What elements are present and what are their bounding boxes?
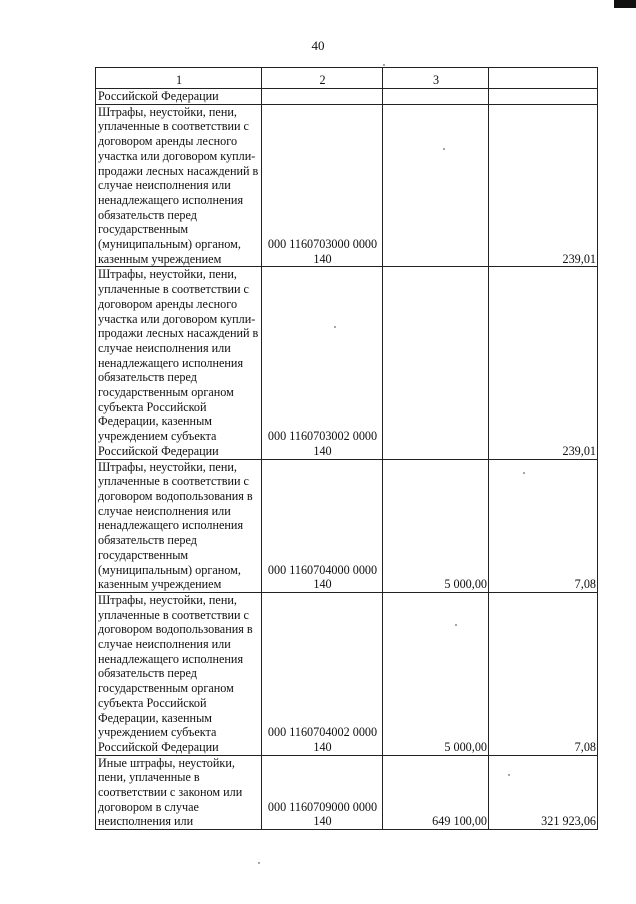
scan-speck xyxy=(508,774,510,776)
table-row xyxy=(96,104,598,267)
row-code: 000 1160703002 0000 140 xyxy=(262,267,383,459)
table-row xyxy=(96,267,598,459)
row-code: 000 1160704000 0000 140 xyxy=(262,459,383,592)
table-header-row xyxy=(96,68,598,89)
row-plan: 5 000,00 xyxy=(383,592,489,755)
row-actual: 321 923,06 xyxy=(489,755,598,830)
scan-speck xyxy=(443,148,445,150)
header-col-2: 2 xyxy=(262,68,383,89)
table-row xyxy=(96,459,598,592)
empty-cell xyxy=(489,89,598,105)
continuation-text: Российской Федерации xyxy=(96,89,262,105)
row-description: Штрафы, неустойки, пени, уплаченные в соответствии с договором аренды лесного участка или договором купли-продажи лесных насаждений в случае неисполнения или ненадлежащего исполнения обязательств перед государственным (муниципальным) органом, казенным учреждением xyxy=(96,104,262,267)
row-actual: 239,01 xyxy=(489,104,598,267)
row-code: 000 1160704002 0000 140 xyxy=(262,592,383,755)
row-code: 000 1160703000 0000 140 xyxy=(262,104,383,267)
row-plan xyxy=(383,104,489,267)
row-actual: 239,01 xyxy=(489,267,598,459)
row-actual: 7,08 xyxy=(489,592,598,755)
scan-speck xyxy=(455,624,457,626)
page-number: 40 xyxy=(311,38,325,53)
row-description: Иные штрафы, неустойки, пени, уплаченные в соответствии с законом или договором в случае неисполнения или xyxy=(96,755,262,830)
scan-corner-mark xyxy=(614,0,636,8)
scan-speck xyxy=(523,472,525,474)
row-plan: 5 000,00 xyxy=(383,459,489,592)
header-col-1: 1 xyxy=(96,68,262,89)
table-row xyxy=(96,592,598,755)
header-col-4 xyxy=(489,68,598,89)
continuation-row xyxy=(96,89,598,105)
table-row xyxy=(96,755,598,830)
row-description: Штрафы, неустойки, пени, уплаченные в соответствии с договором аренды лесного участка или договором купли-продажи лесных насаждений в случае неисполнения или ненадлежащего исполнения обязательств перед государственным органом субъекта Российской Федерации, казенным учреждением субъекта Российской Федерации xyxy=(96,267,262,459)
scan-speck xyxy=(258,862,260,864)
row-description: Штрафы, неустойки, пени, уплаченные в соответствии с договором водопользования в случае неисполнения или ненадлежащего исполнения обязательств перед государственным (муниципальным) органом, казенным учреждением xyxy=(96,459,262,592)
revenue-table xyxy=(95,67,598,830)
empty-cell xyxy=(383,89,489,105)
scan-speck xyxy=(383,64,385,66)
header-col-3: 3 xyxy=(383,68,489,89)
row-code: 000 1160709000 0000 140 xyxy=(262,755,383,830)
row-actual: 7,08 xyxy=(489,459,598,592)
row-plan xyxy=(383,267,489,459)
row-description: Штрафы, неустойки, пени, уплаченные в соответствии с договором водопользования в случае неисполнения или ненадлежащего исполнения обязательств перед государственным органом субъекта Российской Федерации, казенным учреждением субъекта Российской Федерации xyxy=(96,592,262,755)
scan-speck xyxy=(334,326,336,328)
row-plan: 649 100,00 xyxy=(383,755,489,830)
empty-cell xyxy=(262,89,383,105)
